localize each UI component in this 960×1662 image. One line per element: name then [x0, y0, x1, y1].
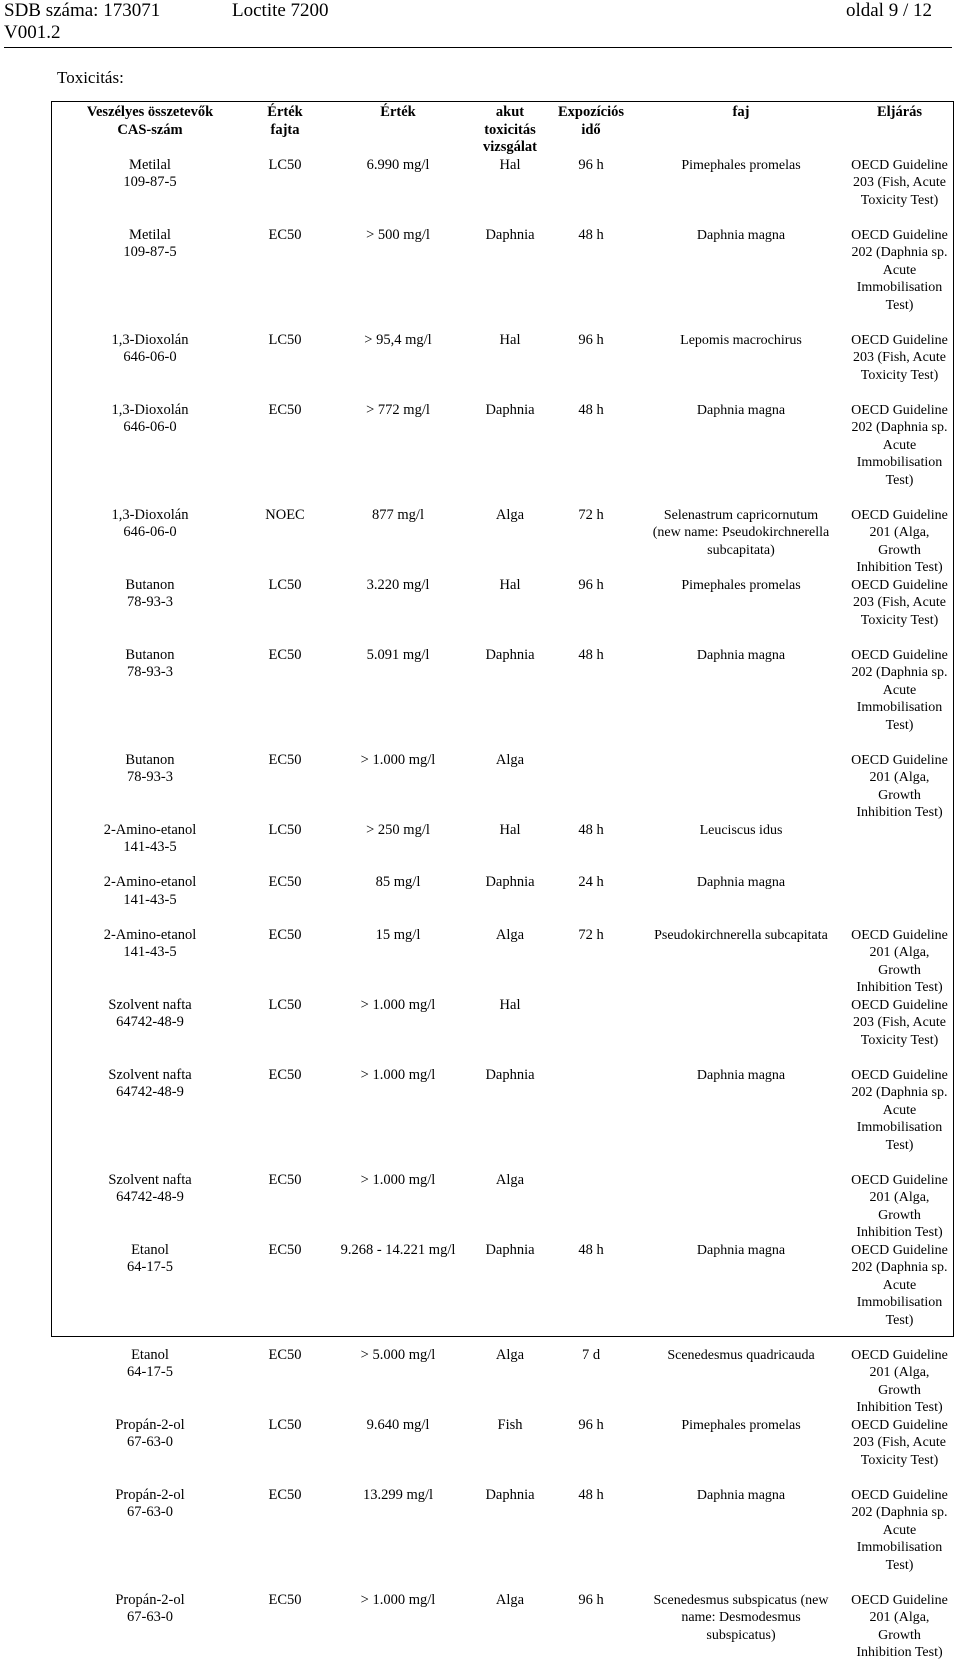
cas-number: 646-06-0: [123, 524, 177, 540]
method-line: Inhibition Test): [856, 980, 943, 995]
species-cell: [636, 1242, 846, 1347]
value-type-cell: LC50: [268, 331, 302, 348]
method-line: Acute: [882, 682, 917, 698]
cas-number: 67-63-0: [127, 1504, 173, 1520]
table-row: [52, 1592, 953, 1662]
method-line: OECD Guideline: [851, 1487, 948, 1503]
section-title: Toxicitás:: [57, 68, 124, 87]
method-line: Acute: [882, 437, 917, 453]
value-type-cell: NOEC: [265, 506, 305, 523]
method-cell: [846, 752, 953, 822]
method-line: Acute: [882, 1277, 917, 1293]
method-line: 202 (Daphnia sp.: [851, 1260, 948, 1275]
species-cell: [636, 507, 846, 577]
ingredient-name: Etanol: [131, 1241, 169, 1258]
method-cell: [846, 1487, 953, 1592]
method-cell: [846, 577, 953, 647]
acute-toxicity-cell: Hal: [499, 331, 521, 348]
ingredient-cell: [52, 332, 248, 402]
method-line: 201 (Alga, Growth: [869, 770, 930, 803]
ingredient-name: Butanon: [125, 576, 175, 593]
exposure-time-cell: 24 h: [578, 874, 604, 890]
method-cell: [846, 402, 953, 507]
value-cell: 3.220 mg/l: [366, 576, 430, 593]
table-row: [52, 1242, 953, 1347]
method-line: Test): [885, 1137, 914, 1153]
method-line: Test): [885, 472, 914, 488]
method-line: OECD Guideline: [851, 1242, 948, 1258]
ingredient-name: 2-Amino-etanol: [103, 821, 197, 838]
value-type-cell: EC50: [268, 1171, 302, 1188]
ingredient-cell: [52, 1242, 248, 1347]
ingredient-name: Metilal: [129, 156, 171, 173]
value-type-cell: EC50: [268, 646, 302, 663]
method-line: OECD Guideline: [851, 227, 948, 243]
ingredient-cell: [52, 927, 248, 997]
method-line: Inhibition Test): [856, 805, 943, 820]
method-line: 202 (Daphnia sp.: [851, 665, 948, 680]
value-cell: > 5.000 mg/l: [360, 1346, 436, 1363]
table-row: [52, 402, 953, 507]
ingredient-cell: [52, 1172, 248, 1242]
value-type-cell: LC50: [268, 821, 302, 838]
ingredient-name: Szolvent nafta: [108, 1171, 192, 1188]
acute-toxicity-cell: Daphnia: [485, 226, 535, 243]
method-line: OECD Guideline: [851, 1067, 948, 1083]
column-header-value: Érték: [380, 104, 416, 120]
value-type-cell: LC50: [268, 1416, 302, 1433]
value-type-cell: LC50: [268, 156, 302, 173]
exposure-time-cell: 96 h: [578, 331, 604, 348]
method-line: 203 (Fish, Acute: [853, 1015, 946, 1030]
ingredient-name: Butanon: [125, 751, 175, 768]
species-cell: [636, 1172, 846, 1242]
acute-toxicity-cell: Daphnia: [485, 646, 535, 663]
ingredient-name: 1,3-Dioxolán: [111, 401, 189, 418]
page-number: oldal 9 / 12: [845, 0, 932, 21]
table-row: [52, 1067, 953, 1172]
method-line: Toxicity Test): [860, 367, 939, 383]
ingredient-name: 1,3-Dioxolán: [111, 506, 189, 523]
method-cell: [846, 1347, 953, 1417]
value-type-cell: EC50: [268, 926, 302, 943]
acute-toxicity-cell: Hal: [499, 156, 521, 173]
method-line: 201 (Alga, Growth: [869, 1365, 930, 1398]
method-cell: [846, 1172, 953, 1242]
species-cell: [636, 1417, 846, 1487]
acute-toxicity-cell: Hal: [499, 576, 521, 593]
column-header-exposure-time: Expozíciós idő: [557, 104, 625, 138]
method-line: OECD Guideline: [851, 997, 948, 1013]
ingredient-name: Etanol: [131, 1346, 169, 1363]
ingredient-cell: [52, 874, 248, 927]
cas-number: 109-87-5: [123, 244, 177, 260]
method-cell: [846, 997, 953, 1067]
value-cell: > 500 mg/l: [366, 226, 430, 243]
value-type-cell: EC50: [268, 1241, 302, 1258]
value-cell: 15 mg/l: [375, 926, 421, 943]
value-cell: 5.091 mg/l: [366, 646, 430, 663]
method-cell: [846, 927, 953, 997]
exposure-time-cell: 48 h: [578, 401, 604, 418]
exposure-time-cell: 96 h: [578, 1591, 604, 1608]
acute-toxicity-cell: Daphnia: [485, 1486, 535, 1503]
value-cell: > 250 mg/l: [366, 821, 430, 838]
table-row: [52, 927, 953, 997]
sdb-number: SDB száma: 173071: [4, 0, 161, 21]
ingredient-name: Szolvent nafta: [108, 1066, 192, 1083]
method-line: Toxicity Test): [860, 1452, 939, 1468]
ingredient-cell: [52, 402, 248, 507]
value-cell: 13.299 mg/l: [362, 1486, 434, 1503]
species-line: Pimephales promelas: [681, 1417, 801, 1433]
acute-toxicity-cell: Alga: [495, 1591, 525, 1608]
method-line: Inhibition Test): [856, 560, 943, 575]
method-line: Immobilisation: [856, 455, 943, 470]
species-line: Selenastrum capricornutum: [663, 507, 819, 523]
ingredient-cell: [52, 1592, 248, 1662]
method-line: Test): [885, 717, 914, 733]
species-cell: [636, 1592, 846, 1662]
species-cell: [636, 997, 846, 1067]
value-type-cell: EC50: [268, 874, 302, 890]
ingredient-cell: [52, 997, 248, 1067]
ingredient-cell: [52, 1417, 248, 1487]
method-line: Acute: [882, 1522, 917, 1538]
acute-toxicity-cell: Hal: [499, 996, 521, 1013]
table-row: [52, 577, 953, 647]
ingredient-name: Metilal: [129, 226, 171, 243]
species-line: Daphnia magna: [696, 402, 786, 418]
method-cell: [846, 332, 953, 402]
method-cell: [846, 157, 953, 227]
method-cell: [846, 874, 953, 927]
cas-number: 64742-48-9: [116, 1084, 184, 1100]
method-line: Inhibition Test): [856, 1645, 943, 1660]
method-line: 203 (Fish, Acute: [853, 350, 946, 365]
cas-number: 141-43-5: [123, 891, 177, 908]
species-cell: [636, 647, 846, 752]
value-type-cell: EC50: [268, 401, 302, 418]
exposure-time-cell: [546, 752, 636, 822]
exposure-time-cell: [546, 997, 636, 1067]
exposure-time-cell: 96 h: [578, 576, 604, 593]
method-line: Inhibition Test): [856, 1400, 943, 1415]
cas-number: 78-93-3: [127, 664, 173, 680]
table-row: [52, 157, 953, 227]
cas-number: 141-43-5: [123, 839, 177, 855]
acute-toxicity-cell: Alga: [495, 926, 525, 943]
ingredient-cell: [52, 1487, 248, 1592]
value-type-cell: EC50: [268, 226, 302, 243]
ingredient-cell: [52, 1067, 248, 1172]
method-cell: [846, 507, 953, 577]
column-header-value-type: Érték fajta: [267, 104, 303, 138]
value-type-cell: EC50: [268, 1591, 302, 1608]
species-cell: [636, 874, 846, 927]
cas-number: 64742-48-9: [116, 1189, 184, 1205]
exposure-time-cell: 96 h: [578, 156, 604, 173]
method-line: Immobilisation: [856, 700, 943, 715]
value-type-cell: EC50: [268, 1346, 302, 1363]
value-cell: > 1.000 mg/l: [360, 1066, 436, 1083]
method-line: Inhibition Test): [856, 1225, 943, 1240]
column-header-species: faj: [732, 104, 750, 120]
species-cell: [636, 1347, 846, 1417]
ingredient-name: Propán-2-ol: [115, 1486, 185, 1503]
acute-toxicity-cell: Daphnia: [485, 1066, 535, 1083]
table-row: [52, 332, 953, 402]
species-line: Daphnia magna: [696, 647, 786, 663]
cas-number: 141-43-5: [123, 944, 177, 960]
species-line: subcapitata): [707, 542, 775, 558]
ingredient-cell: [52, 227, 248, 332]
ingredient-name: Szolvent nafta: [108, 996, 192, 1013]
value-type-cell: LC50: [268, 576, 302, 593]
method-line: OECD Guideline: [851, 157, 948, 173]
method-line: OECD Guideline: [851, 1592, 948, 1608]
exposure-time-cell: 48 h: [578, 226, 604, 243]
exposure-time-cell: 7 d: [581, 1346, 601, 1363]
ingredient-name: Butanon: [125, 646, 175, 663]
value-cell: > 1.000 mg/l: [360, 1171, 436, 1188]
ingredient-cell: [52, 507, 248, 577]
exposure-time-cell: 48 h: [578, 1241, 604, 1258]
species-line: Pimephales promelas: [681, 577, 801, 593]
species-cell: [636, 752, 846, 822]
species-cell: [636, 1487, 846, 1592]
ingredient-name: 1,3-Dioxolán: [111, 331, 189, 348]
table-row: [52, 1417, 953, 1487]
method-line: Toxicity Test): [860, 612, 939, 628]
method-line: Immobilisation: [856, 1295, 943, 1310]
header-divider: [4, 47, 952, 48]
cas-number: 78-93-3: [127, 769, 173, 785]
method-line: Test): [885, 297, 914, 313]
method-line: 201 (Alga, Growth: [869, 1610, 930, 1643]
table-row: [52, 874, 953, 927]
column-header-ingredient: Veszélyes összetevők CAS-szám: [86, 104, 214, 138]
species-line: Daphnia magna: [696, 1067, 786, 1083]
species-line: name: Desmodesmus: [681, 1610, 801, 1625]
cas-number: 78-93-3: [127, 594, 173, 610]
cas-number: 64-17-5: [127, 1364, 173, 1380]
method-line: Test): [885, 1557, 914, 1573]
method-cell: [846, 227, 953, 332]
method-line: OECD Guideline: [851, 752, 948, 768]
method-cell: [846, 647, 953, 752]
method-line: 201 (Alga, Growth: [869, 525, 930, 558]
table-row: [52, 1172, 953, 1242]
table-row: [52, 752, 953, 822]
method-line: OECD Guideline: [851, 332, 948, 348]
method-cell: [846, 1242, 953, 1347]
value-cell: 877 mg/l: [372, 506, 424, 523]
method-line: 201 (Alga, Growth: [869, 945, 930, 978]
acute-toxicity-cell: Daphnia: [485, 874, 535, 890]
ingredient-name: 2-Amino-etanol: [103, 874, 197, 890]
method-line: 202 (Daphnia sp.: [851, 1085, 948, 1100]
acute-toxicity-cell: Alga: [495, 506, 525, 523]
species-cell: [636, 577, 846, 647]
table-row: [52, 822, 953, 875]
version-number: V001.2: [4, 22, 61, 43]
method-cell: [846, 1592, 953, 1662]
species-cell: [636, 927, 846, 997]
method-line: 201 (Alga, Growth: [869, 1190, 930, 1223]
value-cell: > 772 mg/l: [366, 401, 430, 418]
ingredient-name: Propán-2-ol: [115, 1591, 185, 1608]
exposure-time-cell: [546, 1067, 636, 1172]
cas-number: 646-06-0: [123, 419, 177, 435]
species-line: Leuciscus idus: [699, 822, 783, 838]
table-body: [52, 157, 953, 1662]
table-row: [52, 1487, 953, 1592]
ingredient-cell: [52, 577, 248, 647]
value-cell: 9.640 mg/l: [366, 1416, 430, 1433]
method-line: 203 (Fish, Acute: [853, 1435, 946, 1450]
method-cell: [846, 1417, 953, 1487]
value-type-cell: EC50: [268, 1486, 302, 1503]
cas-number: 67-63-0: [127, 1609, 173, 1625]
column-header-acute-toxicity: akut toxicitás vizsgálat: [483, 104, 537, 155]
acute-toxicity-cell: Alga: [495, 1171, 525, 1188]
species-cell: [636, 402, 846, 507]
column-header-method: Eljárás: [876, 104, 923, 120]
ingredient-cell: [52, 822, 248, 875]
acute-toxicity-cell: Fish: [497, 1416, 523, 1433]
table-header-row: [52, 104, 953, 157]
acute-toxicity-cell: Daphnia: [485, 1241, 535, 1258]
ingredient-cell: [52, 1347, 248, 1417]
species-cell: [636, 157, 846, 227]
value-cell: > 1.000 mg/l: [360, 1591, 436, 1608]
acute-toxicity-cell: Daphnia: [485, 401, 535, 418]
method-cell: [846, 1067, 953, 1172]
method-line: OECD Guideline: [851, 647, 948, 663]
exposure-time-cell: 48 h: [578, 1486, 604, 1503]
ingredient-cell: [52, 752, 248, 822]
exposure-time-cell: 72 h: [578, 926, 604, 943]
species-line: Scenedesmus subspicatus (new: [653, 1592, 829, 1608]
acute-toxicity-cell: Hal: [499, 821, 521, 838]
species-line: (new name: Pseudokirchnerella: [652, 525, 830, 540]
method-line: OECD Guideline: [851, 577, 948, 593]
table-row: [52, 227, 953, 332]
value-type-cell: EC50: [268, 751, 302, 768]
table-row: [52, 507, 953, 577]
exposure-time-cell: [546, 1172, 636, 1242]
ingredient-name: 2-Amino-etanol: [103, 926, 197, 943]
cas-number: 646-06-0: [123, 349, 177, 365]
species-line: Daphnia magna: [696, 875, 786, 890]
cas-number: 109-87-5: [123, 174, 177, 190]
ingredient-cell: [52, 647, 248, 752]
method-line: OECD Guideline: [851, 1172, 948, 1188]
method-line: Acute: [882, 262, 917, 278]
species-line: Daphnia magna: [696, 1487, 786, 1503]
species-line: Daphnia magna: [696, 227, 786, 243]
species-line: Daphnia magna: [696, 1242, 786, 1258]
value-cell: > 1.000 mg/l: [360, 996, 436, 1013]
method-cell: [846, 822, 953, 875]
method-line: Acute: [882, 1102, 917, 1118]
value-type-cell: EC50: [268, 1066, 302, 1083]
species-cell: [636, 332, 846, 402]
method-line: 202 (Daphnia sp.: [851, 420, 948, 435]
method-line: 202 (Daphnia sp.: [851, 245, 948, 260]
cas-number: 64742-48-9: [116, 1014, 184, 1030]
method-line: Immobilisation: [856, 1540, 943, 1555]
method-line: Immobilisation: [856, 280, 943, 295]
method-line: Toxicity Test): [860, 1032, 939, 1048]
table-row: [52, 1347, 953, 1417]
method-line: OECD Guideline: [851, 1417, 948, 1433]
species-cell: [636, 822, 846, 875]
exposure-time-cell: 96 h: [578, 1416, 604, 1433]
cas-number: 67-63-0: [127, 1434, 173, 1450]
product-name: Loctite 7200: [232, 0, 329, 21]
method-line: OECD Guideline: [851, 402, 948, 418]
exposure-time-cell: 48 h: [578, 646, 604, 663]
method-line: Test): [885, 1312, 914, 1328]
species-line: Pimephales promelas: [681, 157, 801, 173]
value-type-cell: LC50: [268, 996, 302, 1013]
acute-toxicity-cell: Alga: [495, 751, 525, 768]
method-line: Toxicity Test): [860, 192, 939, 208]
value-cell: 6.990 mg/l: [366, 156, 430, 173]
exposure-time-cell: 48 h: [578, 821, 604, 838]
ingredient-cell: [52, 157, 248, 227]
method-line: OECD Guideline: [851, 507, 948, 523]
method-line: Immobilisation: [856, 1120, 943, 1135]
ingredient-name: Propán-2-ol: [115, 1416, 185, 1433]
species-line: Scenedesmus quadricauda: [667, 1347, 815, 1363]
value-cell: > 95,4 mg/l: [364, 331, 432, 348]
method-line: OECD Guideline: [851, 927, 948, 943]
value-cell: > 1.000 mg/l: [360, 751, 436, 768]
table-row: [52, 647, 953, 752]
method-line: 203 (Fish, Acute: [853, 175, 946, 190]
method-line: 203 (Fish, Acute: [853, 595, 946, 610]
method-line: 202 (Daphnia sp.: [851, 1505, 948, 1520]
acute-toxicity-cell: Alga: [495, 1346, 525, 1363]
exposure-time-cell: 72 h: [578, 506, 604, 523]
method-line: OECD Guideline: [851, 1347, 948, 1363]
species-cell: [636, 1067, 846, 1172]
species-line: Lepomis macrochirus: [680, 332, 802, 348]
species-cell: [636, 227, 846, 332]
value-cell: 9.268 - 14.221 mg/l: [340, 1241, 456, 1258]
toxicity-table: [52, 104, 953, 1662]
value-cell: 85 mg/l: [375, 874, 421, 890]
species-line: subspicatus): [706, 1627, 776, 1643]
species-line: Pseudokirchnerella subcapitata: [654, 927, 828, 943]
table-row: [52, 997, 953, 1067]
cas-number: 64-17-5: [127, 1259, 173, 1275]
